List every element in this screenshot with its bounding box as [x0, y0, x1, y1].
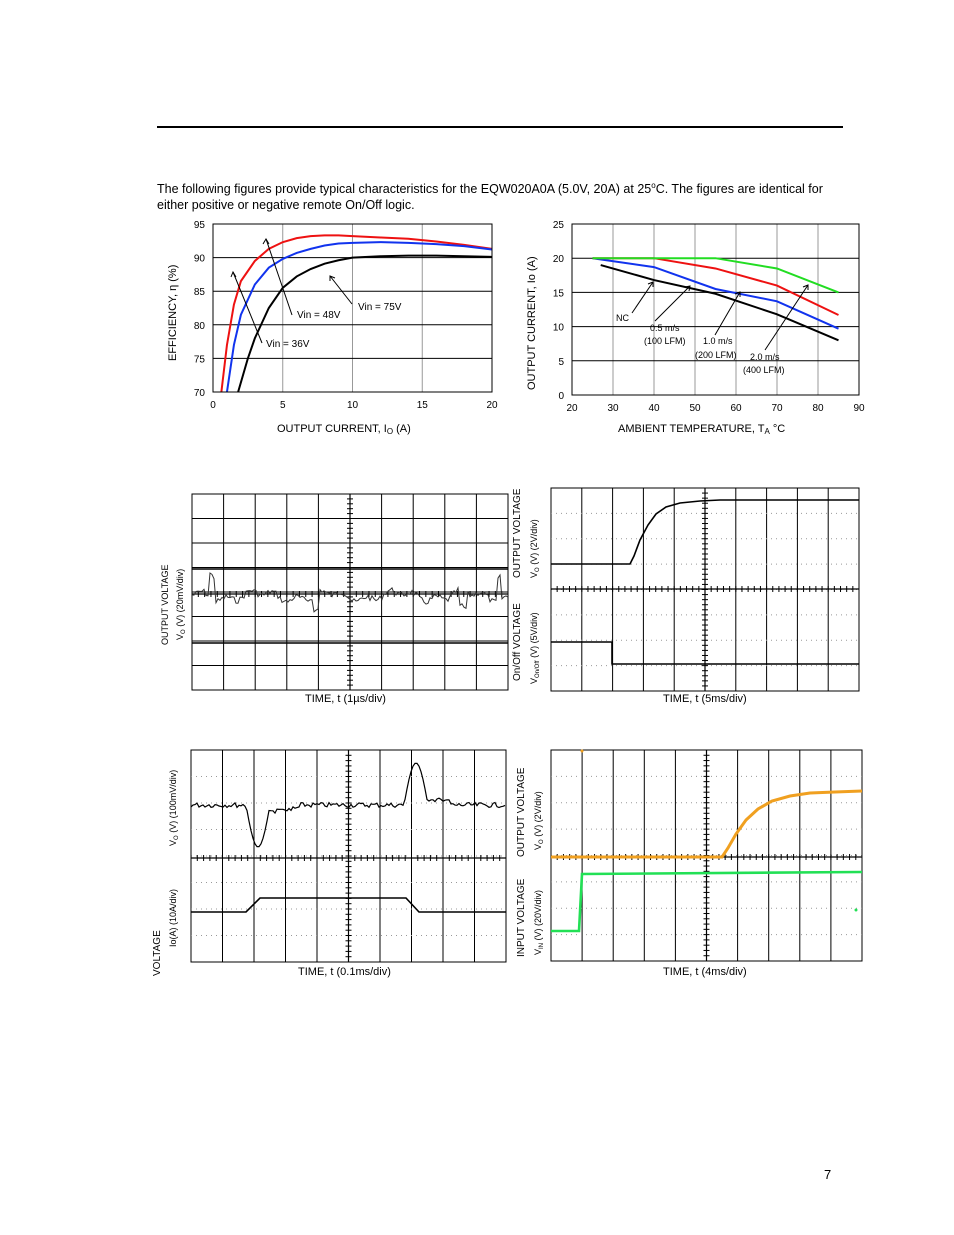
efficiency-ytick-label: 95	[193, 220, 205, 231]
derating-xtick-label: 30	[607, 403, 619, 414]
startup-scope	[516, 750, 862, 979]
startup-ylabel-bot-2: $V_{IN}$ (V) (20V/div)	[533, 889, 545, 955]
derating-xtick-label: 50	[689, 403, 701, 414]
intro-degree-sup: o	[651, 181, 656, 190]
efficiency-ytick-label: 70	[193, 388, 205, 399]
derating-ylabel: OUTPUT CURRENT, Io (A)	[526, 256, 538, 390]
derating-xlabel: AMBIENT TEMPERATURE, TA °C	[618, 423, 786, 436]
intro-text-2: C. The figures are identical for either positive or negative remote On/Off logic.	[157, 182, 823, 213]
v10-lfm-label: (200 LFM)	[695, 350, 737, 360]
v05-lfm-label: (100 LFM)	[644, 336, 686, 346]
derating-series-line	[601, 265, 839, 340]
intro-text-1: The following figures provide typical characteristics for the EQW020A0A (5.0V, 20A) at 25	[157, 182, 652, 197]
efficiency-series-line	[238, 256, 492, 392]
transient-ylabel-top: $V_O$ (V) (100mV/div)	[168, 769, 180, 846]
efficiency-ylabel: EFFICIENCY, η (%)	[167, 264, 179, 361]
derating-ytick-label: 10	[552, 322, 564, 334]
efficiency-xtick-label: 10	[346, 400, 359, 411]
ripple-ylabel-2: $V_O$ (V) (20mV/div)	[175, 568, 187, 640]
v10-label: 1.0 m/s	[703, 336, 733, 346]
efficiency-xlabel: OUTPUT CURRENT, IO (A)	[277, 423, 411, 436]
efficiency-series-line	[221, 235, 492, 392]
nc-label: NC	[616, 313, 629, 323]
efficiency-ytick-label: 85	[193, 287, 205, 299]
derating-xtick-label: 90	[853, 403, 865, 414]
startup-ylabel-top-2: $V_O$ (V) (2V/div)	[533, 791, 545, 850]
vin48-arrowhead	[263, 239, 269, 244]
v20-pointer	[765, 285, 808, 350]
transient-ylabel-voltage: VOLTAGE	[152, 930, 163, 976]
v05-pointer	[655, 286, 690, 321]
efficiency-series-line	[227, 242, 492, 392]
onoff-ylabel-top-1: OUTPUT VOLTAGE	[512, 488, 523, 578]
onoff-ylabel-bot-2: $V_{On/Off}$ (V) (5V/div)	[529, 612, 541, 684]
derating-grid	[572, 224, 859, 395]
efficiency-ytick-label: 75	[193, 354, 205, 366]
derating-ytick-label: 0	[558, 391, 564, 402]
startup-ylabel-top-1: OUTPUT VOLTAGE	[516, 767, 527, 857]
efficiency-xtick-label: 15	[416, 400, 428, 411]
derating-series	[593, 258, 839, 340]
startup-xlabel: TIME, t (4ms/div)	[663, 966, 747, 978]
vin48-label: Vin = 48V	[297, 310, 341, 321]
ripple-scope	[160, 494, 508, 705]
efficiency-series	[221, 235, 492, 392]
startup-ylabel-bot-1: INPUT VOLTAGE	[516, 878, 527, 957]
efficiency-xtick-label: 0	[210, 400, 216, 411]
derating-ytick-label: 20	[552, 254, 564, 266]
derating-ytick-label: 15	[552, 288, 564, 300]
onoff-ylabel-bot-1: On/Off VOLTAGE	[512, 603, 523, 681]
nc-pointer	[632, 282, 653, 313]
startup-stray-dot	[855, 909, 858, 912]
onoff-xlabel: TIME, t (5ms/div)	[663, 693, 747, 705]
derating-xtick-label: 20	[566, 403, 578, 414]
onoff-scope	[512, 488, 859, 705]
transient-ylabel-bot: Io(A) (10A/div)	[168, 888, 178, 947]
vin36-label: Vin = 36V	[266, 339, 310, 350]
v20-lfm-label: (400 LFM)	[743, 365, 785, 375]
transient-scope	[152, 750, 506, 978]
efficiency-xtick-label: 20	[486, 400, 498, 411]
efficiency-ytick-label: 80	[193, 320, 205, 332]
derating-ytick-label: 25	[552, 220, 564, 231]
onoff-ylabel-top-2: $V_O$ (V) (2V/div)	[529, 519, 541, 578]
efficiency-xtick-label: 5	[279, 400, 286, 411]
derating-plot-frame	[572, 224, 859, 395]
derating-ytick-label: 5	[558, 356, 564, 368]
derating-xtick-label: 40	[648, 403, 660, 414]
transient-xlabel: TIME, t (0.1ms/div)	[298, 966, 391, 978]
efficiency-ytick-label: 90	[193, 253, 205, 265]
derating-series-line	[593, 258, 839, 315]
efficiency-grid	[213, 224, 492, 392]
efficiency-chart	[167, 220, 498, 436]
page-number: 7	[824, 1167, 832, 1182]
derating-xtick-label: 60	[730, 403, 742, 414]
ripple-xlabel: TIME, t (1µs/div)	[305, 693, 386, 705]
ripple-ylabel-1: OUTPUT VOLTAGE	[160, 564, 170, 645]
startup-orange-marker	[581, 750, 584, 753]
vin48-pointer	[266, 239, 292, 315]
vin75-pointer	[330, 276, 352, 304]
derating-xtick-label: 80	[812, 403, 824, 414]
derating-chart	[526, 220, 865, 436]
vin75-label: Vin = 75V	[358, 302, 402, 313]
v20-label: 2.0 m/s	[750, 352, 780, 362]
v05-label: 0.5 m/s	[650, 323, 680, 333]
derating-xtick-label: 70	[771, 403, 783, 414]
efficiency-tick-labels	[194, 220, 498, 411]
